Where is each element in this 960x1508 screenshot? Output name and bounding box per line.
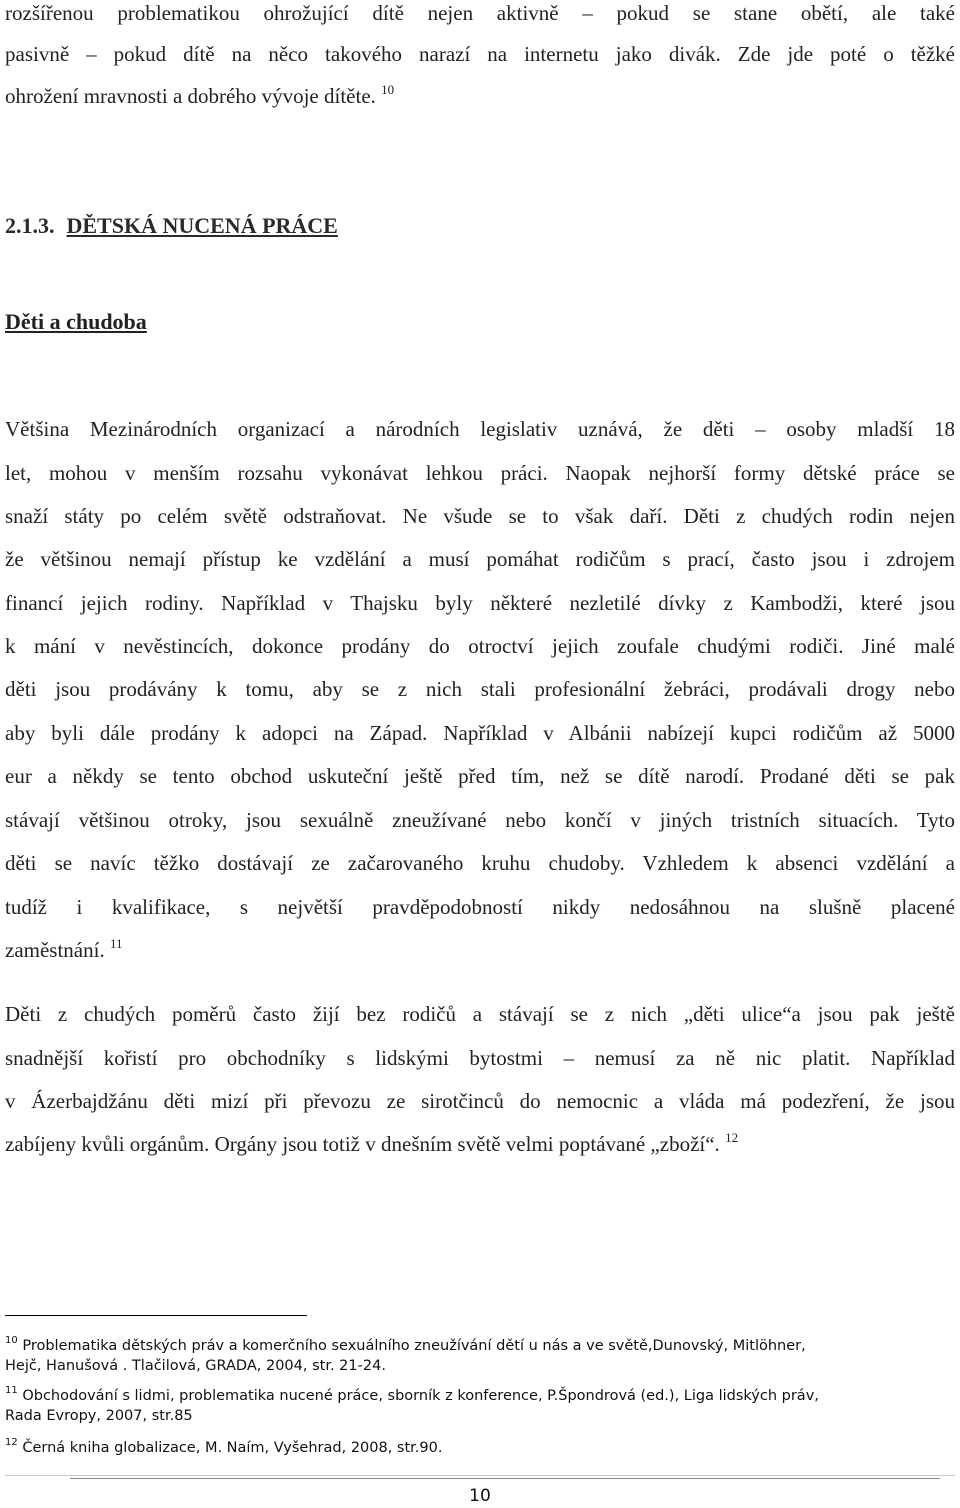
section-heading <box>5 213 338 239</box>
text-line: financí jejich rodiny. Například v Thajsku byly některé nezletilé dívky z Kambodži, které jsou <box>5 591 955 615</box>
text-line-content: ohrožení mravnosti a dobrého vývoje dítěte. <box>5 84 376 108</box>
footnote-number: 11 <box>5 1385 18 1396</box>
footnote-ref[interactable]: 11 <box>109 936 123 951</box>
footnote-continuation: Hejč, Hanušová . Tlačilová, GRADA, 2004, str. 21-24. <box>5 1358 386 1374</box>
text-line: pasivně – pokud dítě na něco takového narazí na internetu jako divák. Zde jde poté o těžké <box>5 42 955 66</box>
text-line <box>5 928 955 972</box>
footnote-text: Černá kniha globalizace, M. Naím, Vyšehrad, 2008, str.90. <box>22 1440 443 1456</box>
section-number: 2.1.3. <box>5 213 55 238</box>
text-line: děti jsou prodávány k tomu, aby se z nich stali profesionální žebráci, prodávali drogy nebo <box>5 677 955 701</box>
text-line: Většina Mezinárodních organizací a národních legislativ uznává, že děti – osoby mladší 18 <box>5 417 955 441</box>
footnote-ref[interactable]: 12 <box>725 1130 739 1145</box>
text-line: že většinou nemají přístup ke vzdělání a musí pomáhat rodičům s prací, často jsou i zdrojem <box>5 547 955 571</box>
text-line <box>5 1122 955 1166</box>
text-line: snaží státy po celém světě odstraňovat. Ne všude se to však daří. Děti z chudých rodin nejen <box>5 504 955 528</box>
text-line: děti se navíc těžko dostávají ze začarovaného kruhu chudoby. Vzhledem k absenci vzdělání a <box>5 851 955 875</box>
footer-rule <box>70 1478 940 1479</box>
footnote <box>5 1430 960 1461</box>
text-line-content: zaměstnání. <box>5 938 105 962</box>
text-line: aby byli dále prodány k adopci na Západ. Například v Albánii nabízejí kupci rodičům až 5000 <box>5 721 955 745</box>
text-line: v Ázerbajdžánu děti mizí při převozu ze sirotčinců do nemocnic a vláda má podezření, že jsou <box>5 1089 955 1113</box>
footnote-number: 12 <box>5 1437 18 1448</box>
footnote-text: Problematika dětských práv a komerčního sexuálního zneužívání dětí u nás a ve světě,Dunovský, Mitlöhner, <box>22 1338 806 1354</box>
footnote-text: Obchodování s lidmi, problematika nucené práce, sborník z konference, P.Špondrová (ed.), Liga lidských práv, <box>22 1388 819 1404</box>
text-line: k mání v nevěstincích, dokonce prodány do otroctví jejich zoufale chudými rodiči. Jiné malé <box>5 634 955 658</box>
text-line: let, mohou v menším rozsahu vykonávat lehkou práci. Naopak nejhorší formy dětské práce se <box>5 461 955 485</box>
text-line: snadnější kořistí pro obchodníky s lidskými bytostmi – nemusí za ně nic platit. Například <box>5 1046 955 1070</box>
footnote-ref[interactable]: 10 <box>381 82 395 97</box>
footnote-continuation: Rada Evropy, 2007, str.85 <box>5 1408 193 1424</box>
text-line: Děti z chudých poměrů často žijí bez rodičů a stávají se z nich „děti ulice“a jsou pak ještě <box>5 1002 955 1026</box>
text-line-content: zabíjeny kvůli orgánům. Orgány jsou totiž v dnešním světě velmi poptávané „zboží“. <box>5 1132 720 1156</box>
footnote-number: 10 <box>5 1335 18 1346</box>
section-title: DĚTSKÁ NUCENÁ PRÁCE <box>66 213 338 238</box>
text-line: tudíž i kvalifikace, s největší pravděpodobností nikdy nedosáhnou na slušně placené <box>5 895 955 919</box>
text-line: stávají většinou otroky, jsou sexuálně zneužívané nebo končí v jiných tristních situacích. Tyto <box>5 808 955 832</box>
footer-rule <box>5 1475 955 1476</box>
footnote-separator <box>5 1315 307 1316</box>
subsection-heading: Děti a chudoba <box>5 309 147 334</box>
text-line: eur a někdy se tento obchod uskuteční ještě před tím, než se dítě narodí. Prodané děti se pak <box>5 764 955 788</box>
page-number: 10 <box>469 1486 491 1506</box>
text-line: rozšířenou problematikou ohrožující dítě nejen aktivně – pokud se stane obětí, ale také <box>5 1 955 25</box>
text-line <box>5 74 955 118</box>
